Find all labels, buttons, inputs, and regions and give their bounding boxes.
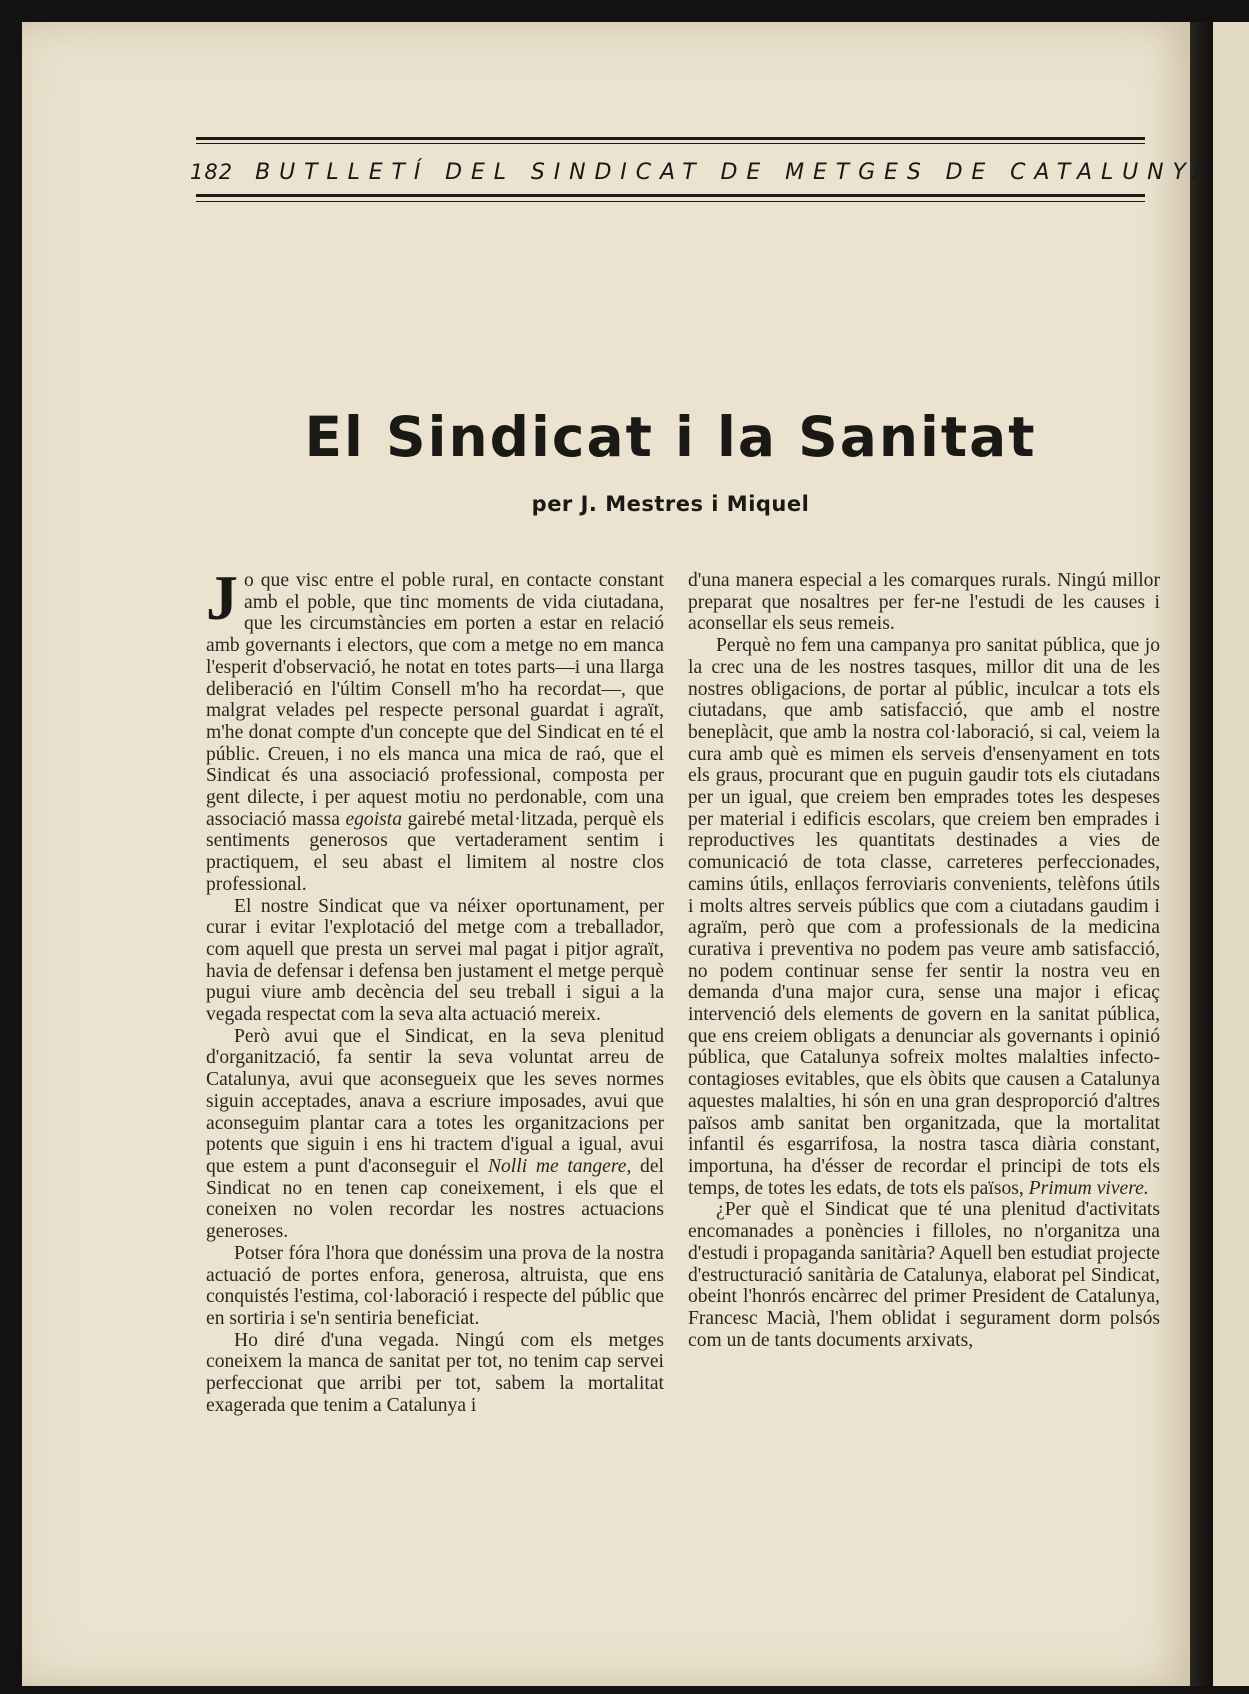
journal-title: BUTLLETÍ DEL SINDICAT DE METGES DE CATALUNYA (255, 160, 1218, 185)
emphasis-text: egoista (345, 808, 403, 830)
paragraph: d'una manera especial a les comarques rurals. Ningú millor preparat que nosaltres per fer-ne l'estudi de les causes i aconsellar els seus remeis. (688, 570, 1160, 635)
article-byline: per J. Mestres i Miquel (531, 492, 810, 516)
book-gutter (1190, 22, 1213, 1686)
paragraph-text: o que visc entre el poble rural, en contacte constant amb el poble, que tinc moments de vida ciutadana, que les circumstàncies em porten a estar en relació amb governants i electors, que com a metge no em manca l'esperit d'observació, he notat en totes parts—i una llarga deliberació en l'últim Consell m'ho ha recordat—, que malgrat velades pel respecte personal guardat i agraït, m'he donat compte d'un concepte que del Sindicat en té el públic. Creuen, i no els manca una mica de raó, que el Sindicat és una associació professional, composta per gent dilecte, i per aquest motiu no perdonable, com una associació massa (206, 570, 664, 830)
header-rule-bottom (196, 194, 1145, 197)
header-rule-top (196, 137, 1145, 140)
paragraph (688, 635, 1160, 1199)
paragraph (206, 1026, 664, 1243)
emphasis-text: Primum vivere. (1028, 1177, 1149, 1199)
article-column-left (206, 570, 664, 1665)
paragraph: ¿Per què el Sindicat que té una plenitud d'activitats encomanades a ponències i filloles, no n'organitza una d'estudi i propaganda sanitària? Aquell ben estudiat projecte d'estructuració sanitària de Catalunya, elaborat pel Sindicat, obeint l'honrós encàrrec del primer President de Catalunya, Francesc Macià, l'hem oblidat i segurament dorm polsós com un de tants documents arxivats, (688, 1199, 1160, 1351)
article-title: El Sindicat i la Sanitat (304, 405, 1037, 469)
emphasis-text: Nolli me tangere, (487, 1155, 632, 1177)
paragraph: Ho diré d'una vegada. Ningú com els metges coneixem la manca de sanitat per tot, no tenim cap servei perfeccionat que arribi per tot, sabem la mortalitat exagerada que tenim a Catalunya i (206, 1329, 664, 1416)
paragraph: El nostre Sindicat que va néixer oportunament, per curar i evitar l'explotació del metge com a treballador, com aquell que presta un servei mal pagat i pitjor agraït, havia de defensar i defensa ben justament el metge perquè pugui viure amb decència del seu treball i sigui a la vegada respectat com la seva alta actuació mereix. (206, 895, 664, 1026)
paragraph-text: gairebé metal·litzada, perquè els sentiments generosos que vertaderament sentim i practiquem, el seu abast el limitem al nostre clos professional. (206, 808, 664, 895)
drop-cap: J (206, 570, 238, 633)
paragraph-text: Perquè no fem una campanya pro sanitat pública, que jo la crec una de les nostres tasques, millor dit una de les nostres obligacions, de portar al públic, inculcar a tots els ciutadans, que amb satisfacció, que amb el nostre beneplàcit, que amb la nostra col·laboració, si cal, veiem la cura amb què es mimen els serveis d'ensenyament en tots els graus, procurant que en puguin gaudir tots els ciutadans per un igual, que creiem ben emprades totes les despeses per material i edificis escolars, que creiem ben emprades i reproductives les quantitats destinades a vies de comunicació de tota classe, carreteres perfeccionades, camins útils, enllaços ferroviaris convenients, telèfons útils i molts altres serveis públics que com a ciutadans gaudim i agraïm, però que com a professionals de la medicina curativa i preventiva no podem pas veure amb satisfacció, no podem continuar sense fer sentir la nostra veu en demanda d'una major cura, sense una major i eficaç intervenció dels elements de govern en la sanitat pública, que ens creiem obligats a denunciar als governants i opinió pública, que Catalunya sofreix moltes malalties infecto-contagioses evitables, que els òbits que causen a Catalunya aquestes malalties, hi són en una gran desproporció d'altres països amb sanitat ben organitzada, que la mortalitat infantil és esgarrifosa, la nostra tasca diària constant, importuna, ha d'ésser de recordar el principi de tots els temps, de totes les edats, de tots els països, (688, 635, 1160, 1199)
paragraph-text: del Sindicat no en tenen cap coneixement, i els que el coneixen no volen recordar les nostres actuacions generoses. (206, 1155, 664, 1243)
paragraph: Potser fóra l'hora que donéssim una prova de la nostra actuació de portes enfora, generosa, altruista, que ens conquistés l'estima, col·laboració i respecte del públic que en sortiria i se'n sentiria beneficiat. (206, 1242, 664, 1329)
facing-page-edge (1213, 22, 1249, 1686)
header-rule-bottom-thin (196, 201, 1145, 202)
paragraph (206, 570, 664, 896)
running-head (190, 160, 1218, 185)
page-number: 182 (190, 160, 234, 184)
paragraph-text: Però avui que el Sindicat, en la seva plenitud d'organització, fa sentir la seva voluntat arreu de Catalunya, avui que aconsegueix que les seves normes siguin acceptades, anava a escriure imposades, avui que aconseguim plantar cara a totes les organitzacions per potents que siguin i ens hi tractem d'igual a igual, avui que estem a punt d'aconseguir el (206, 1025, 664, 1177)
article-column-right (688, 570, 1160, 1665)
header-rule-thin (196, 143, 1145, 144)
